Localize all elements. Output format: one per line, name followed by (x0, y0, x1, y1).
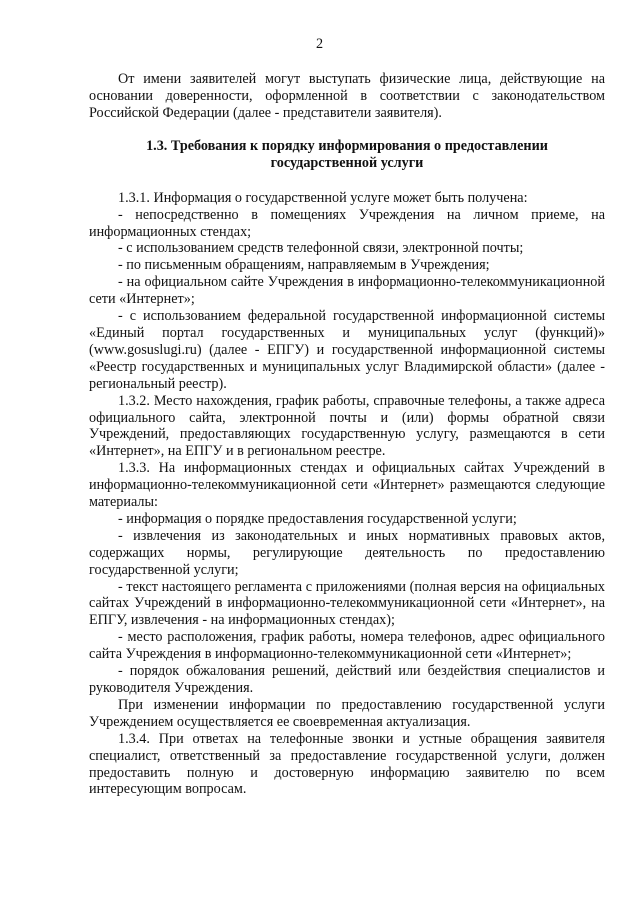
section-heading-line-1: 1.3. Требования к порядку информирования о предоставлении (146, 137, 548, 154)
paragraph-1-3-3: 1.3.3. На информационных стендах и официальных сайтах Учреждений в информационно-телекоммуникационной сети «Интернет» размещаются следующие материалы: (89, 460, 605, 511)
section-heading-line-2: государственной услуги (270, 154, 424, 171)
list-item-procedure-info: - информация о порядке предоставления государственной услуги; (118, 510, 517, 527)
list-item-personal-reception: - непосредственно в помещениях Учреждения на личном приеме, на информационных стендах; (89, 206, 605, 240)
list-item-regulation-text: - текст настоящего регламента с приложениями (полная версия на официальных сайтах Учреждений в информационно-телекоммуникационной сети «Интернет», на ЕПГУ, извлечения - на информационных стендах); (89, 578, 605, 629)
list-item-epgu: - с использованием федеральной государственной информационной системы «Единый портал государственных и муниципальных услуг (функций)» (www.gosuslugi.ru) (далее - ЕПГУ) и государственной информационной системы «Реестр государственных и муниципальных услуг Владимирской области» (далее - региональный реестр). (89, 308, 605, 392)
paragraph-actualization: При изменении информации по предоставлению государственной услуги Учреждением осуществляется ее своевременная актуализация. (89, 696, 605, 730)
paragraph-1-3-1: 1.3.1. Информация о государственной услуге может быть получена: (118, 189, 528, 206)
paragraph-1-3-4: 1.3.4. При ответах на телефонные звонки и устные обращения заявителя специалист, ответственный за предоставление государственной услуги, должен предоставить полную и достоверную информацию заявителю по всем интересующим вопросам. (89, 730, 605, 798)
list-item-phone-email: - с использованием средств телефонной связи, электронной почты; (118, 240, 524, 257)
list-item-location-schedule: - место расположения, график работы, номера телефонов, адрес официального сайта Учреждения в информационно-телекоммуникационной сети «Интернет»; (89, 629, 605, 663)
page-number: 2 (315, 36, 324, 52)
list-item-written-requests: - по письменным обращениям, направляемым в Учреждения; (118, 257, 490, 274)
list-item-legal-extracts: - извлечения из законодательных и иных нормативных правовых актов, содержащих нормы, регулирующие деятельность по предоставлению государственной услуги; (89, 527, 605, 578)
list-item-appeal-procedure: - порядок обжалования решений, действий или бездействия специалистов и руководителя Учреждения. (89, 663, 605, 696)
intro-paragraph: От имени заявителей могут выступать физические лица, действующие на основании доверенности, оформленной в соответствии с законодательством Российской Федерации (далее - представители заявителя). (89, 71, 605, 121)
section-heading (89, 138, 605, 172)
list-item-official-site: - на официальном сайте Учреждения в информационно-телекоммуникационной сети «Интернет»; (89, 274, 605, 308)
page-body (89, 71, 605, 798)
paragraph-1-3-2: 1.3.2. Место нахождения, график работы, справочные телефоны, а также адреса официального сайта, электронной почты и (или) формы обратной связи Учреждений, предоставляющих государственную услугу, размещаются в сети «Интернет», на ЕПГУ и в региональном реестре. (89, 392, 605, 460)
